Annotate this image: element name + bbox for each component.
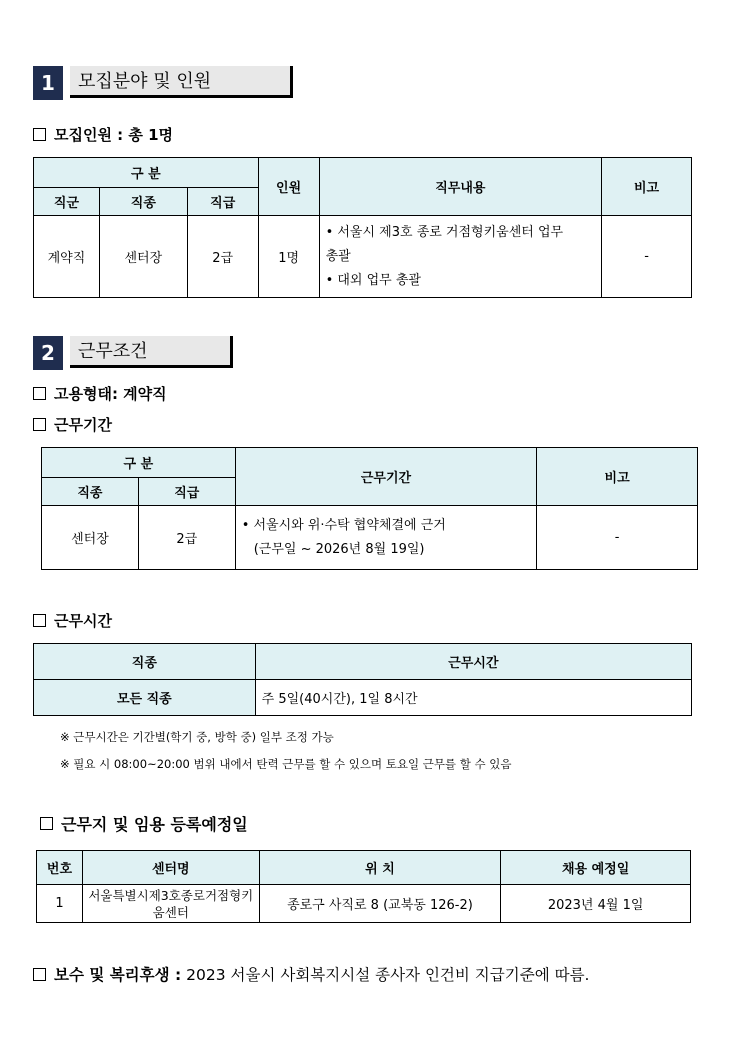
hours-heading: [33, 610, 112, 631]
table-row: [34, 216, 692, 298]
salary-text: 2023 서울시 사회복지시설 종사자 인건비 지급기준에 따름.: [181, 966, 590, 984]
checkbox-icon: [33, 968, 46, 981]
checkbox-icon: [33, 614, 46, 627]
header-grade: 직급: [138, 478, 235, 506]
section-number: 1: [33, 66, 63, 100]
heading-text: 근무시간: [54, 612, 112, 630]
cell-period: [235, 506, 537, 570]
cell-grade: 2급: [138, 506, 235, 570]
salary-label: 보수 및 복리후생 :: [54, 966, 182, 984]
header-group: 구 분: [34, 158, 259, 188]
section-title: 근무조건: [70, 336, 233, 368]
header-count: 인원: [258, 158, 319, 216]
header-period: 근무기간: [235, 448, 537, 506]
header-job-type: 직종: [34, 644, 256, 680]
header-group: 구 분: [42, 448, 236, 478]
period-table: [41, 447, 698, 570]
period-line: (근무일 ~ 2026년 8월 19일): [253, 541, 425, 557]
duty-line: • 대외 업무 총괄: [325, 272, 421, 288]
cell-count: 1명: [258, 216, 319, 298]
header-no: 번호: [37, 851, 83, 885]
heading-text: 고용형태: 계약직: [54, 385, 167, 403]
note-line: ※ 근무시간은 기간별(학기 중, 방학 중) 일부 조정 가능: [60, 730, 334, 744]
table-row: [42, 506, 698, 570]
checkbox-icon: [40, 817, 53, 830]
recruit-table: [33, 157, 692, 298]
cell-location: 종로구 사직로 8 (교북동 126-2): [259, 885, 501, 923]
table-row: [34, 680, 692, 716]
hours-table: [33, 643, 692, 716]
cell-job-type: 센터장: [99, 216, 187, 298]
employment-heading: [33, 383, 167, 404]
center-line: 서울특별시제3호종로거점형키: [88, 887, 254, 903]
cell-hours: 주 5일(40시간), 1일 8시간: [255, 680, 691, 716]
checkbox-icon: [33, 387, 46, 400]
cell-grade: 2급: [187, 216, 258, 298]
duty-line: 총괄: [325, 248, 351, 264]
cell-no: 1: [37, 885, 83, 923]
header-remark: 비고: [602, 158, 692, 216]
center-line: 움센터: [152, 904, 189, 920]
recruit-heading: [33, 124, 173, 145]
section-title: 모집분야 및 인원: [70, 66, 293, 98]
header-duty: 직무내용: [319, 158, 602, 216]
table-row: [37, 885, 691, 923]
header-location: 위 치: [259, 851, 501, 885]
duty-line: • 서울시 제3호 종로 거점형키움센터 업무: [325, 224, 564, 240]
period-line: • 서울시와 위·수탁 협약체결에 근거: [241, 517, 446, 533]
period-heading: [33, 414, 112, 435]
heading-text: 근무지 및 임용 등록예정일: [61, 815, 248, 834]
header-date: 채용 예정일: [501, 851, 691, 885]
note-line: ※ 필요 시 08:00~20:00 범위 내에서 탄력 근무를 할 수 있으며 토요일 근무를 할 수 있음: [60, 757, 512, 771]
section-number: 2: [33, 336, 63, 370]
cell-date: 2023년 4월 1일: [501, 885, 691, 923]
heading-text: 근무기간: [54, 416, 112, 434]
cell-remark: -: [537, 506, 698, 570]
header-job-type: 직종: [42, 478, 139, 506]
cell-job-type: 모든 직종: [34, 680, 256, 716]
header-center: 센터명: [82, 851, 259, 885]
salary-line: [33, 963, 589, 985]
heading-text: 모집인원 : 총 1명: [54, 126, 174, 144]
header-remark: 비고: [537, 448, 698, 506]
worksite-table: [36, 850, 691, 923]
checkbox-icon: [33, 128, 46, 141]
cell-job-type: 센터장: [42, 506, 139, 570]
worksite-heading: [40, 812, 248, 835]
header-job-type: 직종: [99, 188, 187, 216]
header-job-group: 직군: [34, 188, 100, 216]
cell-duty: [319, 216, 602, 298]
checkbox-icon: [33, 418, 46, 431]
cell-remark: -: [602, 216, 692, 298]
header-grade: 직급: [187, 188, 258, 216]
cell-center: [82, 885, 259, 923]
header-hours: 근무시간: [255, 644, 691, 680]
cell-job-group: 계약직: [34, 216, 100, 298]
